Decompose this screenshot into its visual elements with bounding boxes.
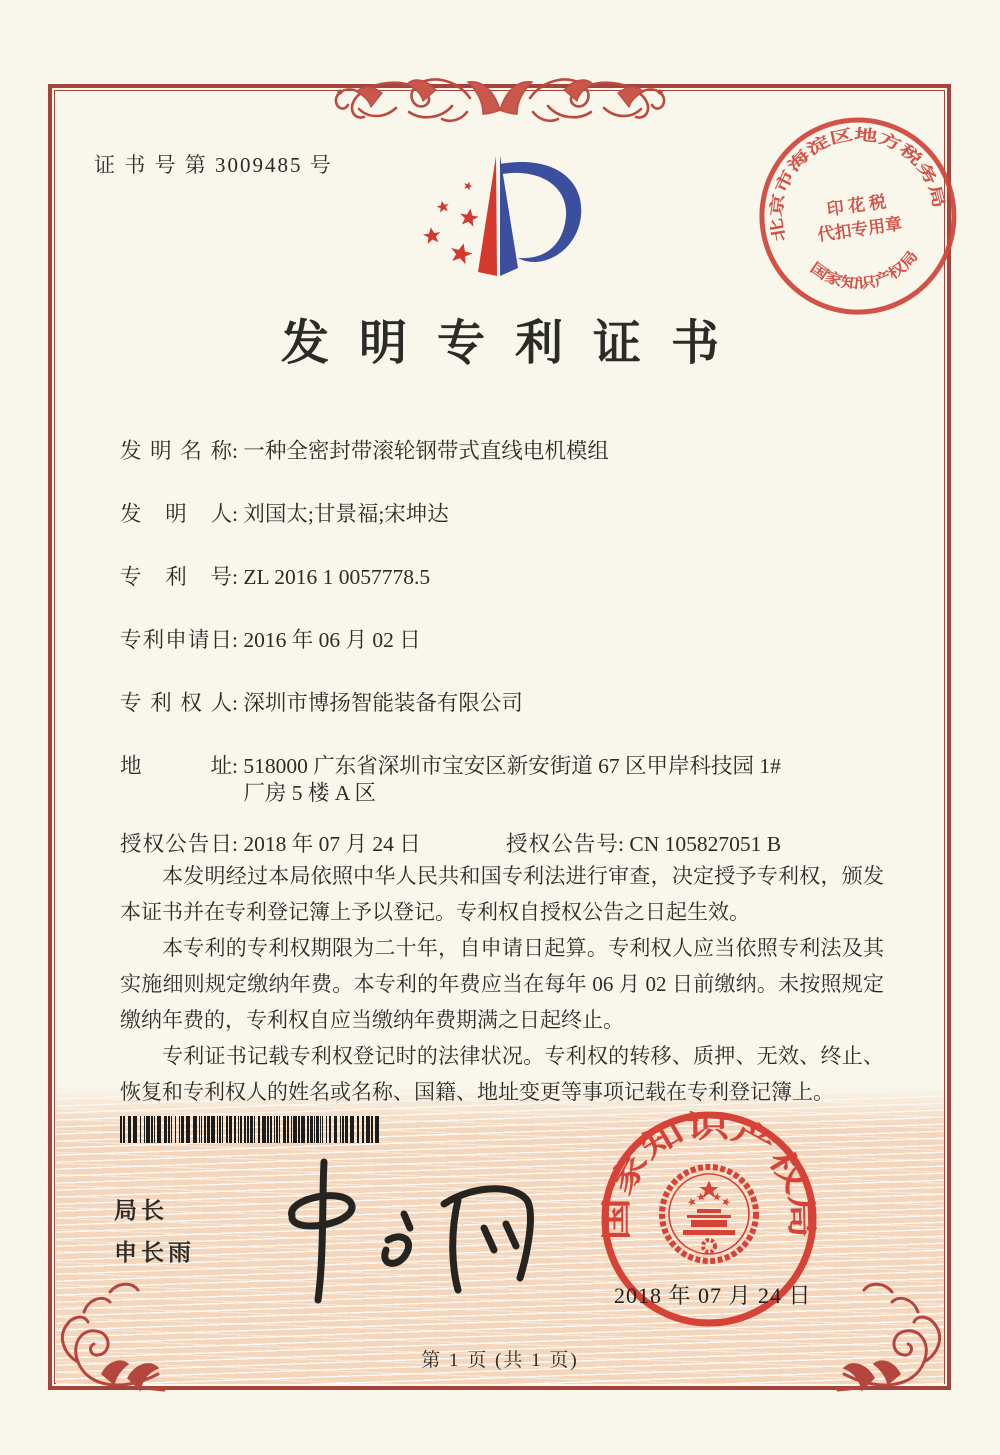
tax-stamp-line1: 印 花 税 [825, 192, 888, 220]
corner-flourish-icon [836, 1278, 958, 1400]
field-patent-number [120, 564, 886, 591]
field-colon: : [232, 754, 244, 778]
field-value: 一种全密封带滚轮钢带式直线电机模组 [243, 439, 609, 463]
director-name: 申长雨 [114, 1239, 195, 1265]
tax-stamp-arc-top: 北京市海淀区地方税务局 [768, 126, 946, 243]
barcode [120, 1116, 382, 1143]
field-grant-row [120, 831, 886, 858]
field-colon: : [618, 832, 630, 856]
field-colon: : [232, 628, 244, 652]
tax-stamp-seal-icon [743, 101, 975, 333]
legal-paragraph-2: 本专利的专利权期限为二十年，自申请日起算。专利权人应当依照专利法及其实施细则规定缴纳年费。本专利的年费应当在每年 06 月 02 日前缴纳。未按照规定缴纳年费的，专利权自应当缴纳年费期满之日起终止。 [120, 936, 884, 1032]
director-signature [262, 1156, 542, 1306]
field-value: 2016 年 06 月 02 日 [243, 628, 421, 652]
tax-stamp-line2: 代扣专用章 [816, 214, 904, 245]
tax-stamp-arc-bottom: 国家知识产权局 [806, 250, 920, 293]
field-value: 深圳市博扬智能装备有限公司 [243, 691, 523, 715]
field-label: 专利申请日 [120, 628, 232, 652]
field-value: CN 105827051 B [629, 832, 782, 856]
seal-arc-text: 国家知识产权局 [598, 1108, 820, 1241]
corner-flourish-icon [44, 1278, 166, 1400]
legal-text-section [120, 858, 884, 1110]
national-emblem-icon [662, 1167, 756, 1261]
field-invention-name [120, 438, 886, 465]
certificate-title: 发明专利证书 [280, 317, 749, 370]
field-value [243, 753, 886, 807]
field-label: 发明人 [120, 502, 232, 526]
fields-section [120, 438, 886, 894]
field-filing-date [120, 627, 886, 654]
certificate-number: 证 书 号 第 3009485 号 [94, 153, 333, 177]
field-colon: : [232, 565, 244, 589]
legal-paragraph-3: 专利证书记载专利权登记时的法律状况。专利权的转移、质押、无效、终止、恢复和专利权人的姓名或名称、国籍、地址变更等事项记载在专利登记簿上。 [120, 1044, 884, 1104]
field-colon: : [232, 691, 244, 715]
field-label: 专利号 [120, 565, 232, 589]
page-number: 第 1 页 (共 1 页) [421, 1350, 579, 1371]
field-value: ZL 2016 1 0057778.5 [243, 565, 431, 589]
dragon-ornament-icon [334, 46, 666, 126]
grant-stamp-date: 2018 年 07 月 24 日 [614, 1283, 812, 1308]
field-inventors [120, 501, 886, 528]
field-grant-date [120, 831, 506, 858]
address-line2: 厂房 5 楼 A 区 [243, 781, 376, 805]
director-title: 局长 [114, 1197, 168, 1223]
field-colon: : [232, 502, 244, 526]
field-label: 授权公告号 [506, 832, 618, 856]
field-label: 专利权人 [120, 691, 232, 715]
cnipa-logo-icon [418, 150, 603, 292]
field-value: 2018 年 07 月 24 日 [243, 832, 421, 856]
field-patentee [120, 690, 886, 717]
field-colon: : [232, 439, 244, 463]
field-address [120, 753, 886, 807]
legal-paragraph-1: 本发明经过本局依照中华人民共和国专利法进行审查，决定授予专利权，颁发本证书并在专利登记簿上予以登记。专利权自授权公告之日起生效。 [120, 864, 884, 924]
address-line1: 518000 广东省深圳市宝安区新安街道 67 区甲岸科技园 1# [243, 754, 781, 778]
field-colon: : [232, 832, 244, 856]
field-value: 刘国太;甘景福;宋坤达 [243, 502, 449, 526]
field-grant-number [506, 831, 781, 858]
svg-text:国家知识产权局 [805, 244, 925, 300]
field-label: 地址 [120, 754, 232, 778]
field-label: 发明名称 [120, 439, 232, 463]
field-label: 授权公告日 [120, 832, 232, 856]
